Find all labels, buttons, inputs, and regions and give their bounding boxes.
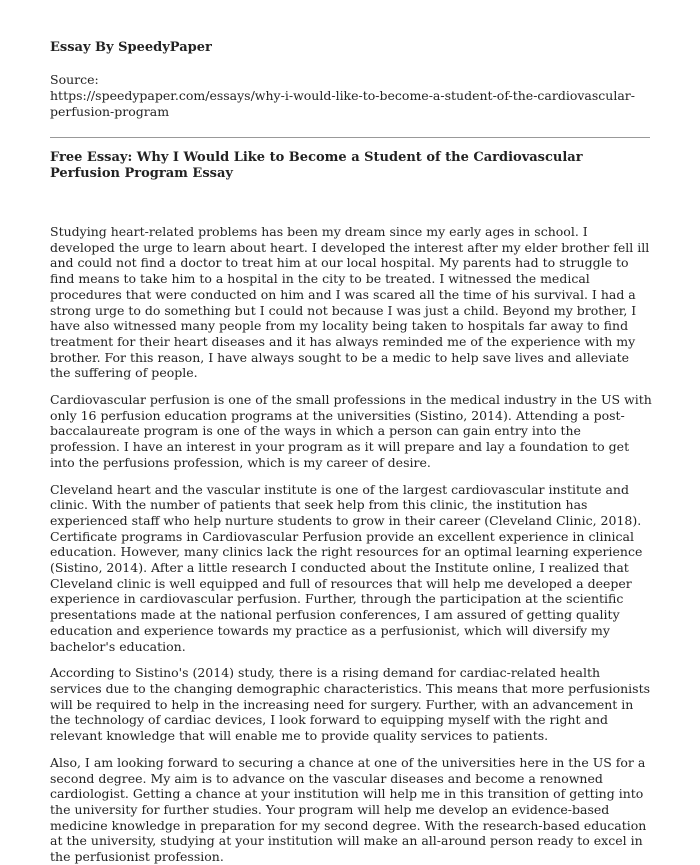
essay-paragraph-2: Cardiovascular perfusion is one of the small professions in the medical industry in the US with only 16 perfusion education programs at the universities (Sistino, 2014). Attending a post-baccalaureate program is one of the ways in which a person can gain entry into the profession. I have an interest in your program as it will prepare and lay a foundation to get into the perfusions profession, which is my career of desire.	[50, 392, 652, 470]
essay-paragraph-5: Also, I am looking forward to securing a chance at one of the universities here in the US for a second degree. My aim is to advance on the vascular diseases and become a renowned cardiologist. Getting a chance at your institution will help me in this transition of getting into the university for further studies. Your program will help me develop an evidence-based medicine knowledge in preparation for my second degree. With the research-based education at the university, studying at your institution will make an all-around person ready to excel in the perfusionist profession.	[50, 754, 647, 865]
header-divider	[50, 137, 650, 138]
source-url[interactable]: https://speedypaper.com/essays/why-i-would-like-to-become-a-student-of-the-cardiovascular-perfusion-program	[50, 88, 635, 119]
essay-body	[50, 224, 652, 865]
essay-paragraph-3: Cleveland heart and the vascular institute is one of the largest cardiovascular institute and clinic. With the number of patients that seek help from this clinic, the institution has experienced staff who help nurture students to grow in their career (Cleveland Clinic, 2018). Certificate programs in Cardiovascular Perfusion provide an excellent experience in clinical education. However, many clinics lack the right resources for an optimal learning experience (Sistino, 2014). After a little research I conducted about the Institute online, I realized that Cleveland clinic is well equipped and full of resources that will help me developed a deeper experience in cardiovascular perfusion. Further, through the participation at the scientific presentations made at the national perfusion conferences, I am assured of getting quality education and experience towards my practice as a perfusionist, which will diversify my bachelor's education.	[50, 481, 643, 654]
essay-title: Free Essay: Why I Would Like to Become a Student of the Cardiovascular Perfusion Program Essay	[50, 150, 583, 181]
essay-paragraph-4: According to Sistino's (2014) study, there is a rising demand for cardiac-related health services due to the changing demographic characteristics. This means that more perfusionists will be required to help in the increasing need for surgery. Further, with an advancement in the technology of cardiac devices, I look forward to equipping myself with the right and relevant knowledge that will enable me to provide quality services to patients.	[50, 665, 651, 744]
source-label: Source:	[50, 72, 99, 87]
essay-by-heading: Essay By SpeedyPaper	[50, 40, 212, 55]
essay-paragraph-1: Studying heart-related problems has been my dream since my early ages in school. I developed the urge to learn about heart. I developed the interest after my elder brother fell ill and could not find a doctor to treat him at our local hospital. My parents had to struggle to find means to take him to a hospital in the city to be treated. I witnessed the medical procedures that were conducted on him and I was scared all the time of his survival. I had a strong urge to do something but I could not because I was just a child. Beyond my brother, I have also witnessed many people from my locality being taken to hospitals far away to find treatment for their heart diseases and it has always reminded me of the experience with my brother. For this reason, I have always sought to be a medic to help save lives and alleviate the suffering of people.	[50, 224, 650, 381]
